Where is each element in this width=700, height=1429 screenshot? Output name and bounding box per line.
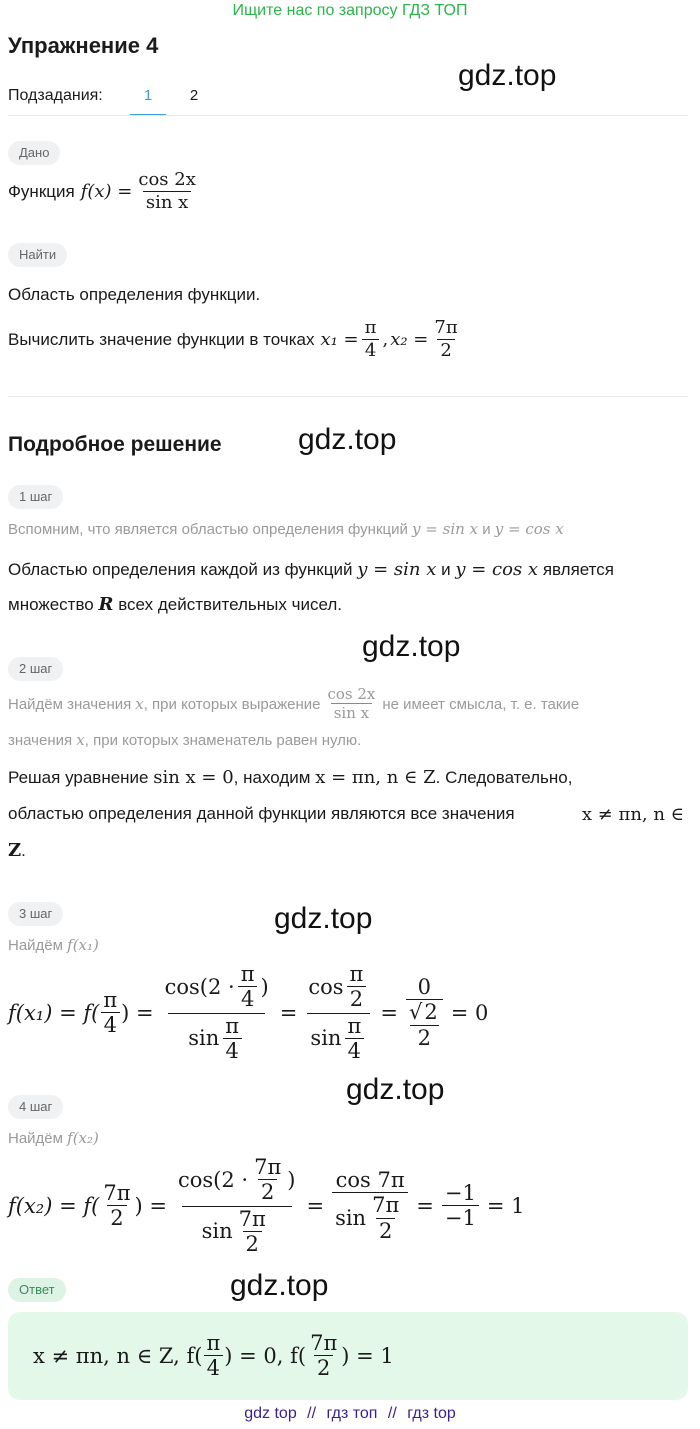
step-3-f1-df-den: 4 bbox=[223, 1038, 242, 1064]
step-2-hint-fraction bbox=[324, 686, 378, 722]
step-1-b1-text: Областью определения каждой из функций bbox=[8, 560, 353, 579]
x1-num: π bbox=[364, 317, 377, 338]
step-3-f2-nf-num: π bbox=[349, 962, 364, 987]
given-badge: Дано bbox=[8, 141, 60, 165]
step-4-frac-2 bbox=[332, 1168, 408, 1243]
step-3-hint-text: Найдём bbox=[8, 937, 63, 954]
x2-fraction bbox=[431, 318, 460, 361]
watermark: gdz.top bbox=[230, 1269, 329, 1302]
step-3-sqrt-sign: √ bbox=[408, 999, 423, 1024]
footer-link-3[interactable]: гдз top bbox=[407, 1405, 456, 1422]
step-3-f1-den-frac bbox=[222, 1014, 242, 1064]
given-statement bbox=[8, 170, 202, 213]
step-4-frac-1-den bbox=[182, 1206, 292, 1257]
step-4-f2-num: cos 7π bbox=[335, 1168, 405, 1193]
step-2-hint-2 bbox=[8, 731, 361, 749]
answer-f1-den: 4 bbox=[204, 1355, 223, 1381]
find-line-1: Область определения функции. bbox=[8, 285, 261, 304]
step-3-frac-1-num bbox=[162, 962, 272, 1012]
step-2-hint-a: Найдём значения bbox=[8, 695, 132, 713]
step-3-frac-1 bbox=[162, 962, 272, 1064]
step-4-f1-den-a: sin bbox=[201, 1219, 233, 1244]
answer-a: x ≠ πn, n ∈ Z, f( bbox=[33, 1344, 203, 1368]
solution-heading: Подробное решение bbox=[8, 433, 222, 456]
step-4-tail: = 1 bbox=[486, 1194, 525, 1218]
step-3-f1-den-a: sin bbox=[188, 1026, 220, 1051]
watermark: gdz.top bbox=[362, 630, 461, 663]
step-3-f2-den-a: sin bbox=[310, 1026, 342, 1051]
step-2-b1-b: , находим bbox=[233, 768, 311, 787]
step-2-hint-c: не имеет смысла, т. е. такие bbox=[382, 695, 580, 713]
step-2-hint-1 bbox=[8, 686, 579, 722]
given-num: cos 2x bbox=[138, 169, 196, 190]
subtasks-label: Подзадания: bbox=[8, 87, 103, 104]
step-2-b2-m: x ≠ πn, n ∈ bbox=[581, 804, 684, 825]
step-3-f1-num-frac bbox=[238, 962, 258, 1012]
step-4-eq2: = bbox=[416, 1194, 434, 1218]
watermark: gdz.top bbox=[346, 1073, 445, 1106]
step-4-arg-num: 7π bbox=[103, 1180, 131, 1205]
step-3-frac-2-num bbox=[305, 962, 372, 1012]
step-3-f3-sqrt bbox=[409, 1000, 440, 1025]
subtask-tab-2[interactable]: 2 bbox=[189, 87, 199, 104]
step-1-body-2 bbox=[8, 594, 342, 615]
answer-f1-num: π bbox=[206, 1330, 221, 1355]
step-4-badge: 4 шаг bbox=[8, 1095, 63, 1119]
step-4-f1-df-num: 7π bbox=[238, 1206, 266, 1231]
step-3-arg-num: π bbox=[103, 987, 118, 1012]
step-1-hint-m2: y = cos x bbox=[494, 520, 564, 538]
given-lhs: f(x) = bbox=[80, 181, 133, 203]
step-2-badge: 2 шаг bbox=[8, 657, 63, 681]
step-4-frac-2-den bbox=[332, 1192, 408, 1243]
step-4-f1-den-frac bbox=[236, 1207, 269, 1257]
page-title: Упражнение 4 bbox=[8, 33, 159, 58]
step-3-f1-df-num: π bbox=[225, 1013, 240, 1038]
given-fraction bbox=[135, 170, 198, 213]
step-4-arg-den: 2 bbox=[107, 1205, 126, 1231]
watermark: gdz.top bbox=[458, 59, 557, 92]
step-2-b1-m1: sin x = 0 bbox=[153, 767, 234, 788]
answer-badge: Ответ bbox=[8, 1278, 66, 1302]
step-2-body-2 bbox=[8, 804, 692, 824]
step-3-arg-den: 4 bbox=[101, 1012, 120, 1038]
subtasks-divider bbox=[8, 115, 688, 116]
step-1-body-1 bbox=[8, 559, 614, 580]
x-separator: , bbox=[382, 329, 389, 351]
answer-f1 bbox=[203, 1331, 223, 1381]
step-4-frac-3 bbox=[442, 1181, 479, 1231]
x2-den: 2 bbox=[437, 339, 454, 362]
step-3-badge: 3 шаг bbox=[8, 902, 63, 926]
answer-formula bbox=[33, 1314, 394, 1398]
step-4-hint-m: f(x₂) bbox=[67, 1129, 99, 1147]
step-3-arg bbox=[100, 988, 120, 1038]
x1-den: 4 bbox=[362, 339, 379, 362]
step-3-eq1: = bbox=[279, 1001, 298, 1025]
step-2-b1-a: Решая уравнение bbox=[8, 768, 149, 787]
step-2-b3-m: Z bbox=[8, 840, 22, 861]
step-4-f1-df-den: 2 bbox=[243, 1231, 262, 1257]
step-3-hint-m: f(x₁) bbox=[67, 936, 99, 954]
step-3-frac-2 bbox=[305, 962, 372, 1064]
step-3-f1-nf-den: 4 bbox=[238, 986, 257, 1012]
step-2-body-3 bbox=[8, 840, 26, 861]
step-1-b1-m2: y = cos x bbox=[455, 559, 539, 580]
footer-link-2[interactable]: гдз топ bbox=[326, 1405, 378, 1422]
step-4-f1-nf-num: 7π bbox=[254, 1155, 282, 1180]
step-1-hint-text: Вспомним, что является областью определения функций bbox=[8, 521, 408, 538]
step-3-f3-num: 0 bbox=[417, 974, 432, 999]
step-3-sqrt-radicand: 2 bbox=[424, 999, 438, 1024]
step-2-hint-den: sin x bbox=[331, 703, 372, 722]
given-text: Функция bbox=[8, 181, 75, 201]
step-2-b1-m2: x = πn, n ∈ Z bbox=[315, 767, 436, 788]
step-4-frac-1-num bbox=[175, 1155, 298, 1205]
find-line-2-text: Вычислить значение функции в точках bbox=[8, 329, 315, 349]
step-4-frac-1 bbox=[175, 1155, 298, 1257]
top-banner[interactable]: Ищите нас по запросу ГДЗ ТОП bbox=[232, 2, 468, 19]
step-3-f3-den-under: 2 bbox=[410, 1025, 439, 1051]
step-2-body-1 bbox=[8, 767, 572, 788]
answer-f2-num: 7π bbox=[310, 1330, 338, 1355]
step-2-hint-e: , при которых знаменатель равен нулю. bbox=[84, 732, 362, 749]
section-divider bbox=[8, 396, 688, 397]
step-4-f3-den: −1 bbox=[442, 1205, 479, 1231]
step-2-hint-x2: x bbox=[76, 731, 85, 749]
step-4-equation bbox=[8, 1154, 524, 1258]
step-1-hint-and: и bbox=[482, 521, 491, 538]
step-1-b1-suffix: является bbox=[542, 560, 614, 579]
step-2-hint-x: x bbox=[135, 695, 144, 714]
step-3-f2-num-frac bbox=[347, 962, 367, 1012]
find-line-2 bbox=[8, 318, 464, 361]
step-1-b2-set: R bbox=[98, 594, 114, 615]
step-3-frac-1-den bbox=[168, 1013, 265, 1064]
answer-f2 bbox=[307, 1331, 340, 1381]
step-3-f3-den bbox=[406, 999, 443, 1051]
step-3-tail: = 0 bbox=[450, 1001, 489, 1025]
step-3-f2-df-den: 4 bbox=[345, 1038, 364, 1064]
step-4-f2-den-a: sin bbox=[335, 1205, 367, 1230]
step-4-f1-num-a: cos(2 · bbox=[177, 1168, 249, 1193]
step-2-hint-d: значения bbox=[8, 732, 73, 749]
step-4-rp: ) = bbox=[134, 1194, 167, 1218]
step-4-f1-nf-den: 2 bbox=[258, 1179, 277, 1205]
step-4-f1-num-b: ) bbox=[287, 1168, 296, 1193]
find-badge: Найти bbox=[8, 243, 67, 267]
step-1-b1-and: и bbox=[441, 560, 451, 579]
step-3-frac-2-den bbox=[307, 1013, 370, 1064]
step-1-b2-text: множество bbox=[8, 595, 94, 614]
step-1-b2-suffix: всех действительных чисел. bbox=[118, 595, 342, 614]
subtask-tab-1[interactable]: 1 bbox=[130, 87, 166, 116]
step-1-badge: 1 шаг bbox=[8, 485, 63, 509]
step-4-f3-num: −1 bbox=[444, 1180, 476, 1205]
step-4-f2-den-frac bbox=[369, 1193, 402, 1243]
step-4-lhs: f(x₂) = f( bbox=[8, 1194, 100, 1218]
step-1-hint bbox=[8, 520, 564, 538]
step-3-frac-3 bbox=[406, 975, 443, 1052]
step-3-lhs: f(x₁) = f( bbox=[8, 1001, 100, 1025]
watermark: gdz.top bbox=[298, 423, 397, 456]
step-3-eq2: = bbox=[380, 1001, 398, 1025]
step-3-equation bbox=[8, 958, 488, 1068]
step-4-hint bbox=[8, 1129, 99, 1147]
x2-num: 7π bbox=[434, 317, 458, 338]
step-3-f1-nf-num: π bbox=[240, 962, 255, 987]
step-4-f2-df-num: 7π bbox=[372, 1193, 400, 1218]
step-2-b2-a: областью определения данной функции являются все значения bbox=[8, 804, 515, 823]
step-3-rp: ) = bbox=[121, 1001, 154, 1025]
step-4-f1-num-frac bbox=[251, 1155, 284, 1205]
footer-sep-1: // bbox=[307, 1405, 317, 1422]
step-4-arg bbox=[100, 1181, 133, 1231]
step-3-f1-num-a: cos(2 · bbox=[164, 975, 235, 1000]
x2-label: x₂ = bbox=[390, 329, 429, 351]
answer-c: ) = 1 bbox=[341, 1344, 394, 1368]
step-2-hint-b: , при которых выражение bbox=[143, 695, 321, 713]
step-2-b1-c: . Следовательно, bbox=[435, 768, 573, 787]
step-2-hint-num: cos 2x bbox=[327, 685, 376, 703]
step-3-f2-df-num: π bbox=[347, 1013, 362, 1038]
footer-links bbox=[0, 1405, 700, 1423]
x1-fraction bbox=[362, 318, 380, 361]
step-4-f2-df-den: 2 bbox=[376, 1218, 395, 1244]
answer-b: ) = 0, f( bbox=[224, 1344, 307, 1368]
answer-f2-den: 2 bbox=[314, 1355, 333, 1381]
footer-sep-2: // bbox=[387, 1405, 397, 1422]
step-4-hint-text: Найдём bbox=[8, 1130, 63, 1147]
watermark: gdz.top bbox=[274, 902, 373, 935]
step-3-f2-num-a: cos bbox=[308, 975, 344, 1000]
step-3-hint bbox=[8, 936, 99, 954]
footer-link-1[interactable]: gdz top bbox=[244, 1405, 297, 1422]
step-1-hint-m1: y = sin x bbox=[412, 520, 479, 538]
step-4-eq1: = bbox=[306, 1194, 325, 1218]
x1-label: x₁ = bbox=[320, 329, 359, 351]
step-3-f2-nf-den: 2 bbox=[347, 986, 366, 1012]
given-den: sin x bbox=[143, 191, 191, 214]
step-3-f2-den-frac bbox=[344, 1014, 364, 1064]
step-2-b3-dot: . bbox=[21, 841, 26, 860]
step-3-f1-num-b: ) bbox=[260, 975, 269, 1000]
step-1-b1-m1: y = sin x bbox=[357, 559, 437, 580]
